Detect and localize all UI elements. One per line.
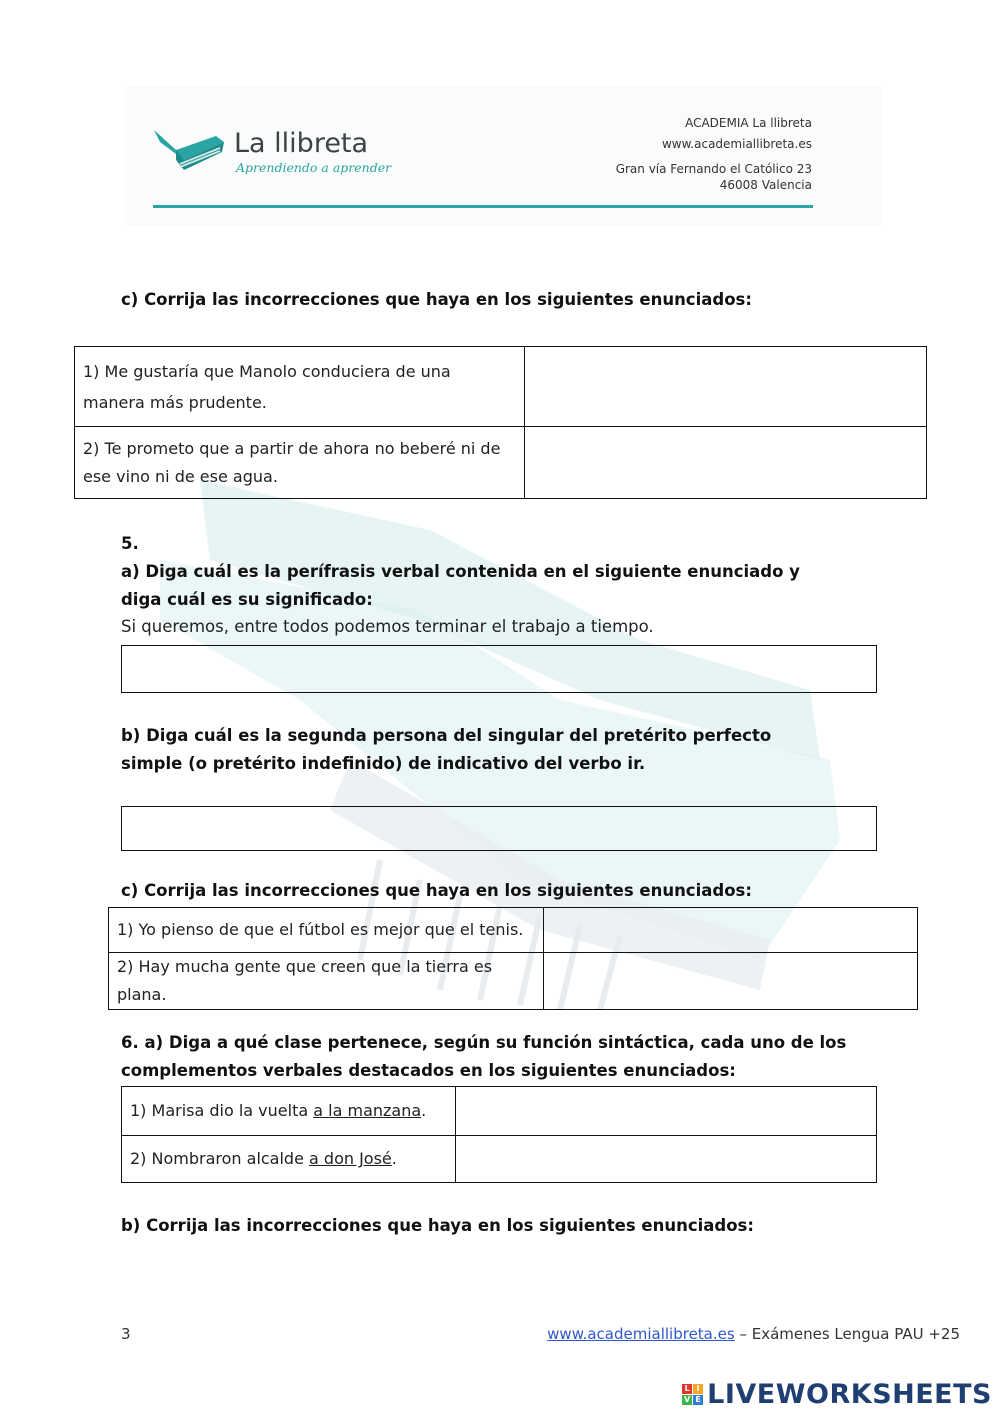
- academy-website: www.academiallibreta.es: [661, 137, 812, 151]
- function-table: [121, 1086, 877, 1183]
- question-5b-heading: b) Diga cuál es la segunda persona del singular del pretérito perfecto simple (o pretérito indefinido) de indicativo del verbo ir.: [121, 726, 772, 773]
- badge-letter: L: [682, 1384, 692, 1394]
- question-5c-heading: c) Corrija las incorrecciones que haya en los siguientes enunciados:: [121, 881, 752, 900]
- sentence-end: .: [421, 1101, 427, 1120]
- page-number: 3: [121, 1325, 131, 1343]
- footer-text: [547, 1325, 960, 1343]
- question-6a-heading: 6. a) Diga a qué clase pertenece, según su función sintáctica, cada uno de los complementos verbales destacados en los siguientes enunciados:: [121, 1033, 847, 1080]
- book-logo-icon: [150, 120, 230, 176]
- academy-name: ACADEMIA La llibreta: [685, 116, 812, 130]
- answer-cell[interactable]: [525, 427, 927, 499]
- question-5-number: 5.: [121, 534, 139, 553]
- table-row-sentence: 2) Hay mucha gente que creen que la tierra es plana.: [109, 953, 544, 1010]
- liveworksheets-logo[interactable]: [682, 1378, 992, 1410]
- question-6b-heading: b) Corrija las incorrecciones que haya en los siguientes enunciados:: [121, 1216, 754, 1235]
- highlighted-complement: a la manzana: [313, 1101, 422, 1120]
- liveworksheets-badge-icon: [682, 1384, 703, 1405]
- address-line-1: Gran vía Fernando el Católico 23: [615, 162, 812, 176]
- footer-link[interactable]: www.academiallibreta.es: [547, 1325, 735, 1343]
- table-row-sentence: 1) Yo pienso de que el fútbol es mejor que el tenis.: [109, 908, 544, 953]
- question-5a-heading: a) Diga cuál es la perífrasis verbal contenida en el siguiente enunciado y diga cuál es su significado:: [121, 562, 800, 609]
- badge-letter: I: [693, 1384, 703, 1394]
- answer-cell[interactable]: [456, 1087, 877, 1136]
- table-row-sentence: [122, 1087, 456, 1136]
- address-line-2: 46008 Valencia: [719, 178, 812, 192]
- badge-letter: V: [684, 1395, 691, 1404]
- brand-tagline: Aprendiendo a aprender: [236, 160, 392, 175]
- liveworksheets-text: LIVEWORKSHEETS: [707, 1378, 992, 1410]
- answer-box-5a[interactable]: [121, 645, 877, 693]
- sentence-text: 2) Nombraron alcalde: [130, 1149, 310, 1168]
- table-row-sentence: [122, 1136, 456, 1183]
- correction-table-1: [74, 346, 927, 499]
- table-row-sentence: 2) Te prometo que a partir de ahora no beberé ni de ese vino ni de ese agua.: [75, 427, 525, 499]
- section-c-heading: c) Corrija las incorrecciones que haya en los siguientes enunciados:: [121, 290, 752, 309]
- table-row-sentence: 1) Me gustaría que Manolo conduciera de una manera más prudente.: [75, 347, 525, 427]
- footer-suffix: – Exámenes Lengua PAU +25: [734, 1325, 960, 1343]
- sentence-end: .: [391, 1149, 397, 1168]
- highlighted-complement: a don José: [309, 1149, 392, 1168]
- header-rule: [153, 205, 813, 208]
- answer-box-5b[interactable]: [121, 806, 877, 851]
- correction-table-2: [108, 907, 918, 1010]
- answer-cell[interactable]: [525, 347, 927, 427]
- question-5a-sentence: Si queremos, entre todos podemos terminar el trabajo a tiempo.: [121, 617, 654, 636]
- badge-letter: E: [693, 1395, 703, 1405]
- answer-cell[interactable]: [544, 908, 918, 953]
- answer-cell[interactable]: [544, 953, 918, 1010]
- answer-cell[interactable]: [456, 1136, 877, 1183]
- brand-name: La llibreta: [234, 128, 369, 159]
- sentence-text: 1) Marisa dio la vuelta: [130, 1101, 314, 1120]
